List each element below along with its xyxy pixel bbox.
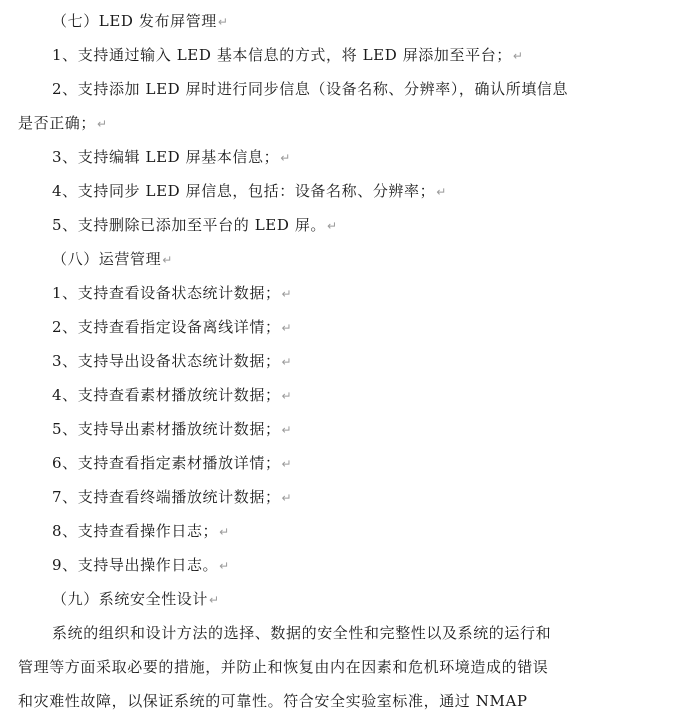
heading-text: （八）运营管理 (52, 250, 162, 268)
body-paragraph-line: 系统的组织和设计方法的选择、数据的安全性和完整性以及系统的运行和 (52, 624, 552, 642)
paragraph-mark-icon: ↵ (281, 287, 293, 301)
paragraph-mark-icon: ↵ (281, 491, 293, 505)
list-item: 9、支持导出操作日志。↵ (52, 556, 230, 574)
paragraph-mark-icon: ↵ (162, 253, 173, 267)
paragraph-mark-icon: ↵ (281, 457, 293, 471)
heading-text: （七）LED 发布屏管理 (52, 12, 217, 30)
list-item: 1、支持通过输入 LED 基本信息的方式，将 LED 屏添加至平台；↵ (52, 46, 524, 64)
heading-text: （九）系统安全性设计 (52, 590, 209, 608)
section-heading-led (52, 11, 229, 32)
list-item: 2、支持添加 LED 屏时进行同步信息（设备名称、分辨率），确认所填信息 (52, 80, 569, 98)
list-item: 7、支持查看终端播放统计数据；↵ (52, 488, 293, 506)
list-item-continuation: 是否正确；↵ (18, 114, 108, 132)
paragraph-mark-icon: ↵ (281, 389, 293, 403)
paragraph-mark-icon: ↵ (281, 423, 293, 437)
paragraph-mark-icon: ↵ (280, 151, 291, 165)
list-item: 1、支持查看设备状态统计数据；↵ (52, 284, 293, 302)
paragraph-mark-icon: ↵ (512, 49, 524, 63)
paragraph-mark-icon: ↵ (281, 321, 293, 335)
list-item: 6、支持查看指定素材播放详情；↵ (52, 454, 293, 472)
paragraph-mark-icon: ↵ (219, 525, 230, 539)
list-item: 2、支持查看指定设备离线详情；↵ (52, 318, 293, 336)
list-item: 4、支持同步 LED 屏信息，包括：设备名称、分辨率；↵ (52, 182, 447, 200)
list-item: 3、支持编辑 LED 屏基本信息；↵ (52, 148, 291, 166)
body-paragraph-line: 和灾难性故障，以保证系统的可靠性。符合安全实验室标准，通过 NMAP (18, 692, 528, 710)
paragraph-mark-icon: ↵ (281, 355, 293, 369)
list-item: 3、支持导出设备状态统计数据；↵ (52, 352, 293, 370)
list-item: 5、支持删除已添加至平台的 LED 屏。↵ (52, 216, 338, 234)
paragraph-mark-icon: ↵ (217, 15, 229, 29)
list-item: 4、支持查看素材播放统计数据；↵ (52, 386, 293, 404)
section-heading-security (52, 589, 220, 610)
paragraph-mark-icon: ↵ (97, 117, 108, 131)
paragraph-mark-icon: ↵ (209, 593, 220, 607)
list-item: 5、支持导出素材播放统计数据；↵ (52, 420, 293, 438)
list-item: 8、支持查看操作日志；↵ (52, 522, 230, 540)
paragraph-mark-icon: ↵ (436, 185, 447, 199)
paragraph-mark-icon: ↵ (327, 219, 338, 233)
paragraph-mark-icon: ↵ (219, 559, 230, 573)
section-heading-ops (52, 249, 173, 270)
body-paragraph-line: 管理等方面采取必要的措施，并防止和恢复由内在因素和危机环境造成的错误 (18, 658, 549, 676)
